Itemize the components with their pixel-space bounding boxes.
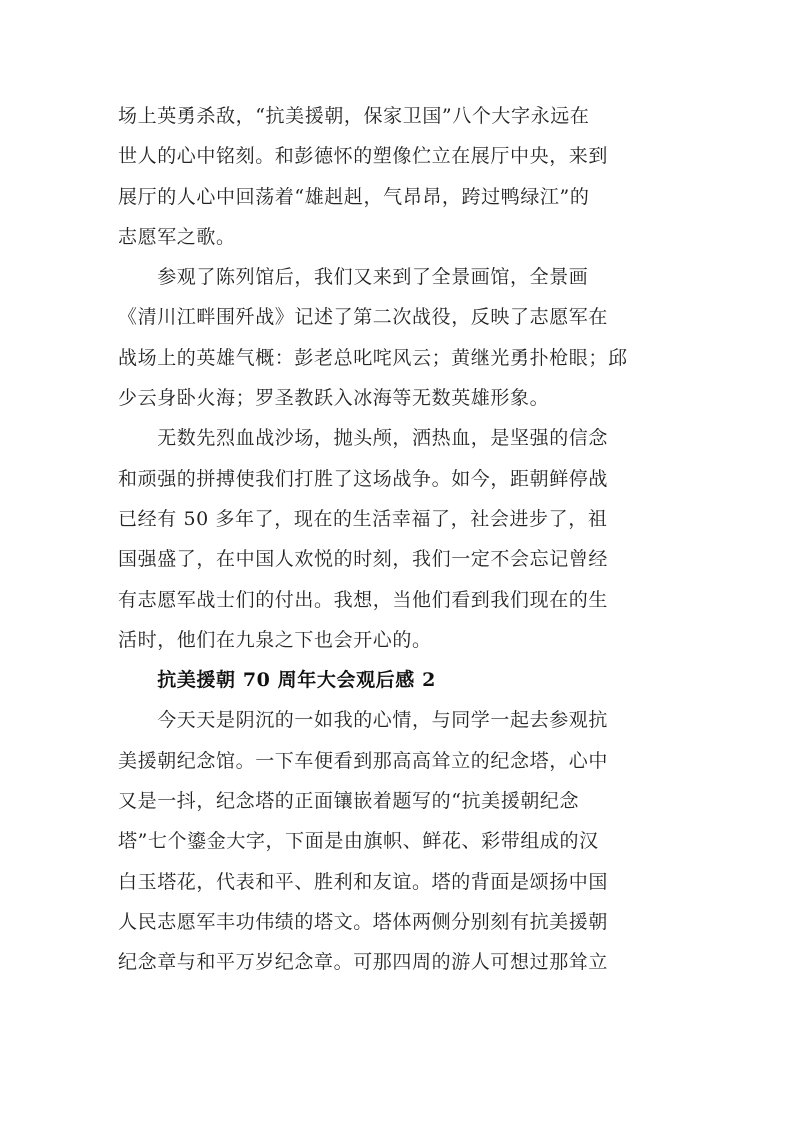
text-line: 有志愿军战士们的付出。我想，当他们看到我们现在的生 — [118, 588, 609, 611]
text-line: 场上英勇杀敌，“抗美援朝，保家卫国”八个大字永远在 — [118, 105, 590, 127]
text-line: 已经有 50 多年了，现在的生活幸福了，社会进步了，祖 — [118, 507, 608, 530]
text-line: 志愿军之歌。 — [118, 225, 236, 248]
text-line: 无数先烈血战沙场，抛头颅，洒热血，是坚强的信念 — [118, 427, 609, 450]
text-line: 战场上的英雄气概：彭老总叱咤风云；黄继光勇扑枪眼；邱 — [118, 346, 628, 369]
text-line: 今天天是阴沉的一如我的心情，与同学一起去参观抗 — [118, 709, 609, 732]
text-line: 展厅的人心中回荡着“雄赳赳，气昂昂，跨过鸭绿江”的 — [118, 185, 590, 208]
text-line: 美援朝纪念馆。一下车便看到那高高耸立的纪念塔，心中 — [118, 749, 609, 772]
section-heading: 抗美援朝 70 周年大会观后感 2 — [118, 669, 436, 692]
text-line: 塔”七个鎏金大字，下面是由旗帜、鲜花、彩带组成的汉 — [118, 830, 599, 853]
text-line: 世人的心中铭刻。和彭德怀的塑像伫立在展厅中央，来到 — [118, 145, 609, 168]
text-line: 《清川江畔围歼战》记述了第二次战役，反映了志愿军在 — [118, 306, 609, 329]
document-body — [118, 96, 658, 983]
text-line: 活时，他们在九泉之下也会开心的。 — [118, 628, 432, 651]
text-line: 参观了陈列馆后，我们又来到了全景画馆，全景画 — [118, 266, 589, 289]
text-line: 人民志愿军丰功伟绩的塔文。塔体两侧分别刻有抗美援朝 — [118, 910, 609, 933]
text-line: 又是一抖，纪念塔的正面镶嵌着题写的“抗美援朝纪念 — [118, 790, 580, 813]
text-line: 和顽强的拼搏使我们打胜了这场战争。如今，距朝鲜停战 — [118, 467, 609, 490]
text-line: 少云身卧火海；罗圣教跃入冰海等无数英雄形象。 — [118, 387, 550, 410]
text-line: 白玉塔花，代表和平、胜利和友谊。塔的背面是颂扬中国 — [118, 870, 609, 893]
text-line: 国强盛了，在中国人欢悦的时刻，我们一定不会忘记曾经 — [118, 548, 609, 571]
text-line: 纪念章与和平万岁纪念章。可那四周的游人可想过那耸立 — [118, 951, 609, 974]
